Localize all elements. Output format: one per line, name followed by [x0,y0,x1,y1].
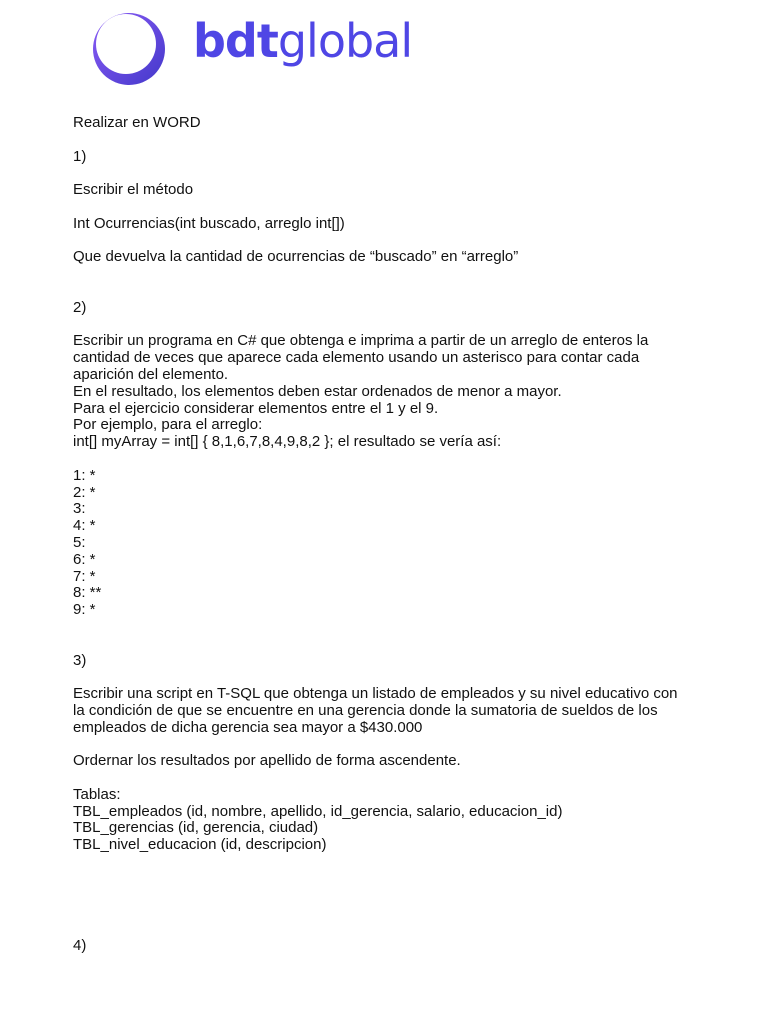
output-line: 9: * [73,601,96,619]
q3-paragraph2: Ordernar los resultados por apellido de forma ascendente. [73,752,461,770]
output-line: 5: [73,533,86,551]
document-body [73,115,693,955]
output-line: 4: * [73,517,96,535]
q1-number: 1) [73,147,87,165]
q2-paragraph3: Para el ejercicio considerar elementos entre el 1 y el 9. [73,399,439,417]
output-line: 2: * [73,483,96,501]
intro-line: Realizar en WORD [73,114,201,131]
table-definition: TBL_empleados (id, nombre, apellido, id_gerencia, salario, educacion_id) [73,802,563,820]
q2-paragraph5: int[] myArray = int[] { 8,1,6,7,8,4,9,8,2 }; el resultado se vería así: [73,433,502,451]
q2-output-list [73,468,693,619]
table-definition: TBL_gerencias (id, gerencia, ciudad) [73,819,319,837]
output-line: 1: * [73,466,96,484]
output-line: 7: * [73,567,96,585]
ring-moon-icon [90,12,168,86]
q3-tables-label: Tablas: [73,785,121,803]
output-line: 6: * [73,550,96,568]
q2-paragraph2: En el resultado, los elementos deben estar ordenados de menor a mayor. [73,382,562,400]
brand-name-light: global [277,14,413,68]
q1-line2: Int Ocurrencias(int buscado, arreglo int[]) [73,214,345,232]
q2-paragraph1: Escribir un programa en C# que obtenga e imprima a partir de un arreglo de enteros la cantidad de veces que aparece cada elemento usando un asterisco para contar cada aparición del elemento. [73,332,649,383]
output-line: 8: ** [73,584,102,602]
q1-line3: Que devuelva la cantidad de ocurrencias de “buscado” en “arreglo” [73,248,519,266]
q3-paragraph1: Escribir una script en T-SQL que obtenga un listado de empleados y su nivel educativo con la condición de que se encuentre en una gerencia donde la sumatoria de sueldos de los empleados de dicha gerencia sea mayor a $430.000 [73,685,678,736]
brand-name-bold: bdt [193,14,278,68]
brand-logo [90,12,168,86]
q2-number: 2) [73,298,87,316]
table-definition: TBL_nivel_educacion (id, descripcion) [73,836,327,854]
q3-number: 3) [73,651,87,669]
q1-line1: Escribir el método [73,181,194,199]
brand-wordmark [193,14,413,68]
q4-number: 4) [73,937,87,955]
q2-paragraph4: Por ejemplo, para el arreglo: [73,416,263,434]
output-line: 3: [73,500,86,518]
